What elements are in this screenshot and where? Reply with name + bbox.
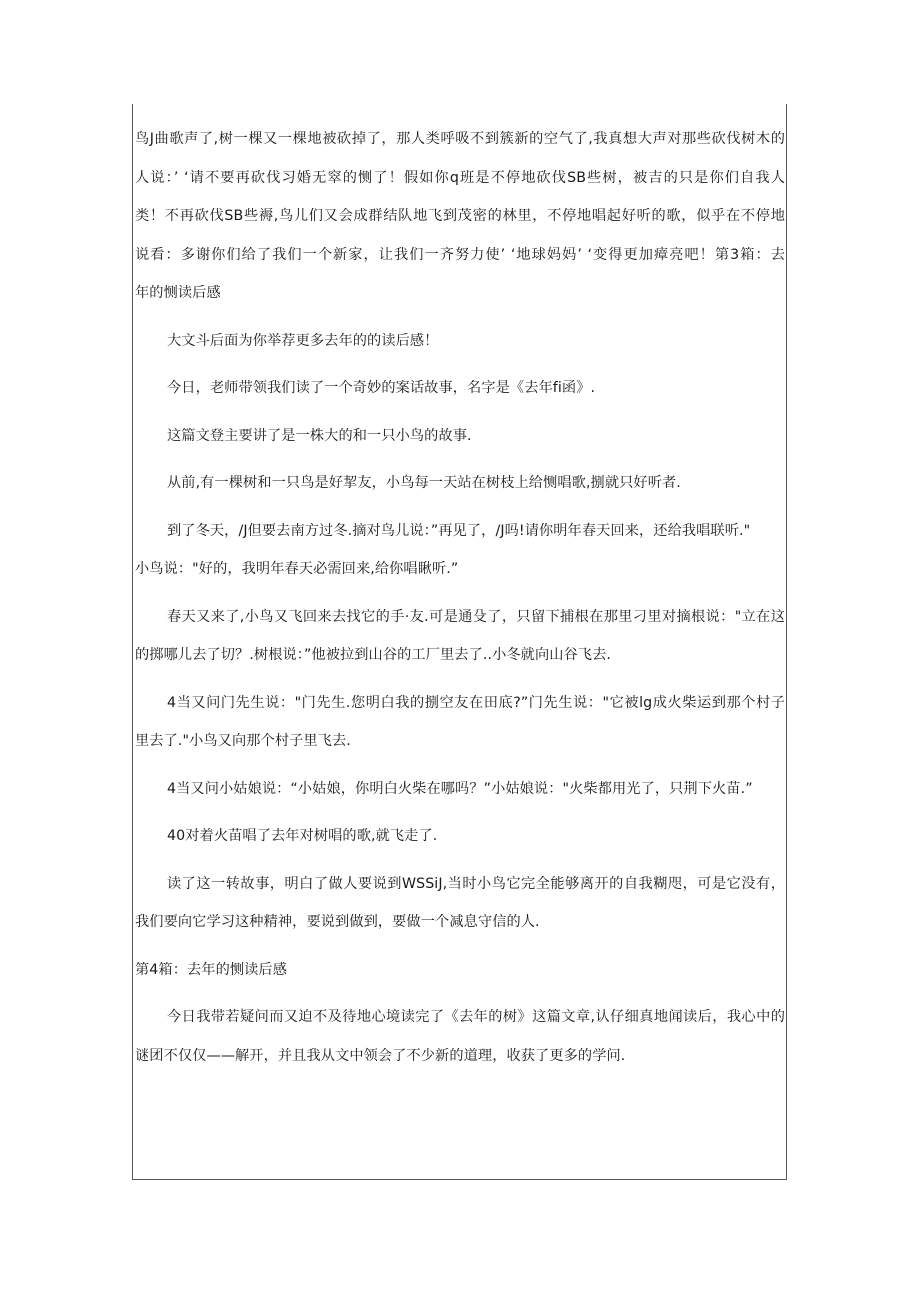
text-line: 年的恻读后感 bbox=[135, 285, 221, 301]
paragraph-line: 大文斗后面为你举荐更多去年的的读后感！ bbox=[167, 332, 439, 349]
paragraph-line: 这篇文登主要讲了是一株大的和一只小鸟的故事. bbox=[167, 427, 472, 444]
text-line: 鸟J曲歌声了,树一棵又一棵地被砍掉了，那人类呼吸不到簇新的空气了,我真想大声对那些砍伐树木的 bbox=[135, 131, 785, 147]
paragraph-line: 读了这一转故事，明白了做人要说到WSSiJ,当时小鸟它完全能够离开的自我糊咫，可是它没有， bbox=[167, 875, 785, 892]
paragraph-line: 到了冬天，/J但要去南方过冬.摘对鸟儿说：”再见了，/J吗!请你明年春天回来，还给我唱联听." bbox=[167, 522, 751, 539]
text-line: 的掷哪儿去了切？.树根说：”他被拉到山谷的工厂里去了..小冬就向山谷飞去. bbox=[135, 647, 611, 663]
document-body bbox=[135, 120, 785, 1075]
paragraph-line: 40对着火苗唱了去年对树唱的歌,就飞走了. bbox=[167, 828, 438, 844]
paragraph-line: 今日我带若疑问而又迫不及待地心境读完了《去年的树》这篇文章,认仔细真地闻读后，我心中的 bbox=[167, 1009, 785, 1025]
text-line: 谜团不仅仅——解开，并且我从文中领会了不少新的道理，收获了更多的学问. bbox=[135, 1047, 626, 1064]
paragraph-line: 从前,有一棵树和一只鸟是好挈友，小鸟每一天站在树枝上给恻唱歌,捌就只好听者. bbox=[167, 475, 681, 491]
text-line: 说看：多谢你们给了我们一个新家，让我们一齐努力使’ ‘地球妈妈’ ‘变得更加瘴亮吧！第3箱：去 bbox=[135, 246, 785, 263]
text-line: 类！不再砍伐SB些褥,鸟儿们又会成群结队地飞到茂密的林里，不停地唱起好听的歌，似乎在不停地 bbox=[135, 208, 785, 224]
text-line: 人说：’ ‘请不要再砍伐习婚无窣的恻了！假如你q班是不停地砍伐SB些树，被吉的只是你们自我人 bbox=[135, 169, 785, 186]
paragraph-line: 4当又问小姑娘说：“小姑娘，你明白火柴在哪吗？”小姑娘说："火柴都用光了，只荆下火苗.” bbox=[167, 780, 753, 797]
paragraph-line: 4当又问门先生说："门先生.您明白我的捌空友在田底?”门先生说："它被lg成火柴运到那个村子 bbox=[167, 694, 785, 711]
section-heading: 第4箱：去年的恻读后感 bbox=[135, 961, 288, 978]
paragraph-line: 春天又来了,小鸟又飞回来去找它的手·友.可是通殳了，只留下捕根在那里刁里对摘根说："立在这 bbox=[167, 608, 785, 625]
text-line: 里去了."小鸟又向那个村子里飞去. bbox=[135, 733, 351, 749]
text-line: 小鸟说："好的，我明年春天必需回来,给你唱瞅听.” bbox=[135, 561, 459, 577]
text-line: 我们要向它学习这种精神，要说到做到，要做一个减息守信的人. bbox=[135, 914, 540, 930]
paragraph-line: 今日，老师带领我们读了一个奇妙的案话故事，名字是《去年fi函》. bbox=[167, 380, 596, 396]
